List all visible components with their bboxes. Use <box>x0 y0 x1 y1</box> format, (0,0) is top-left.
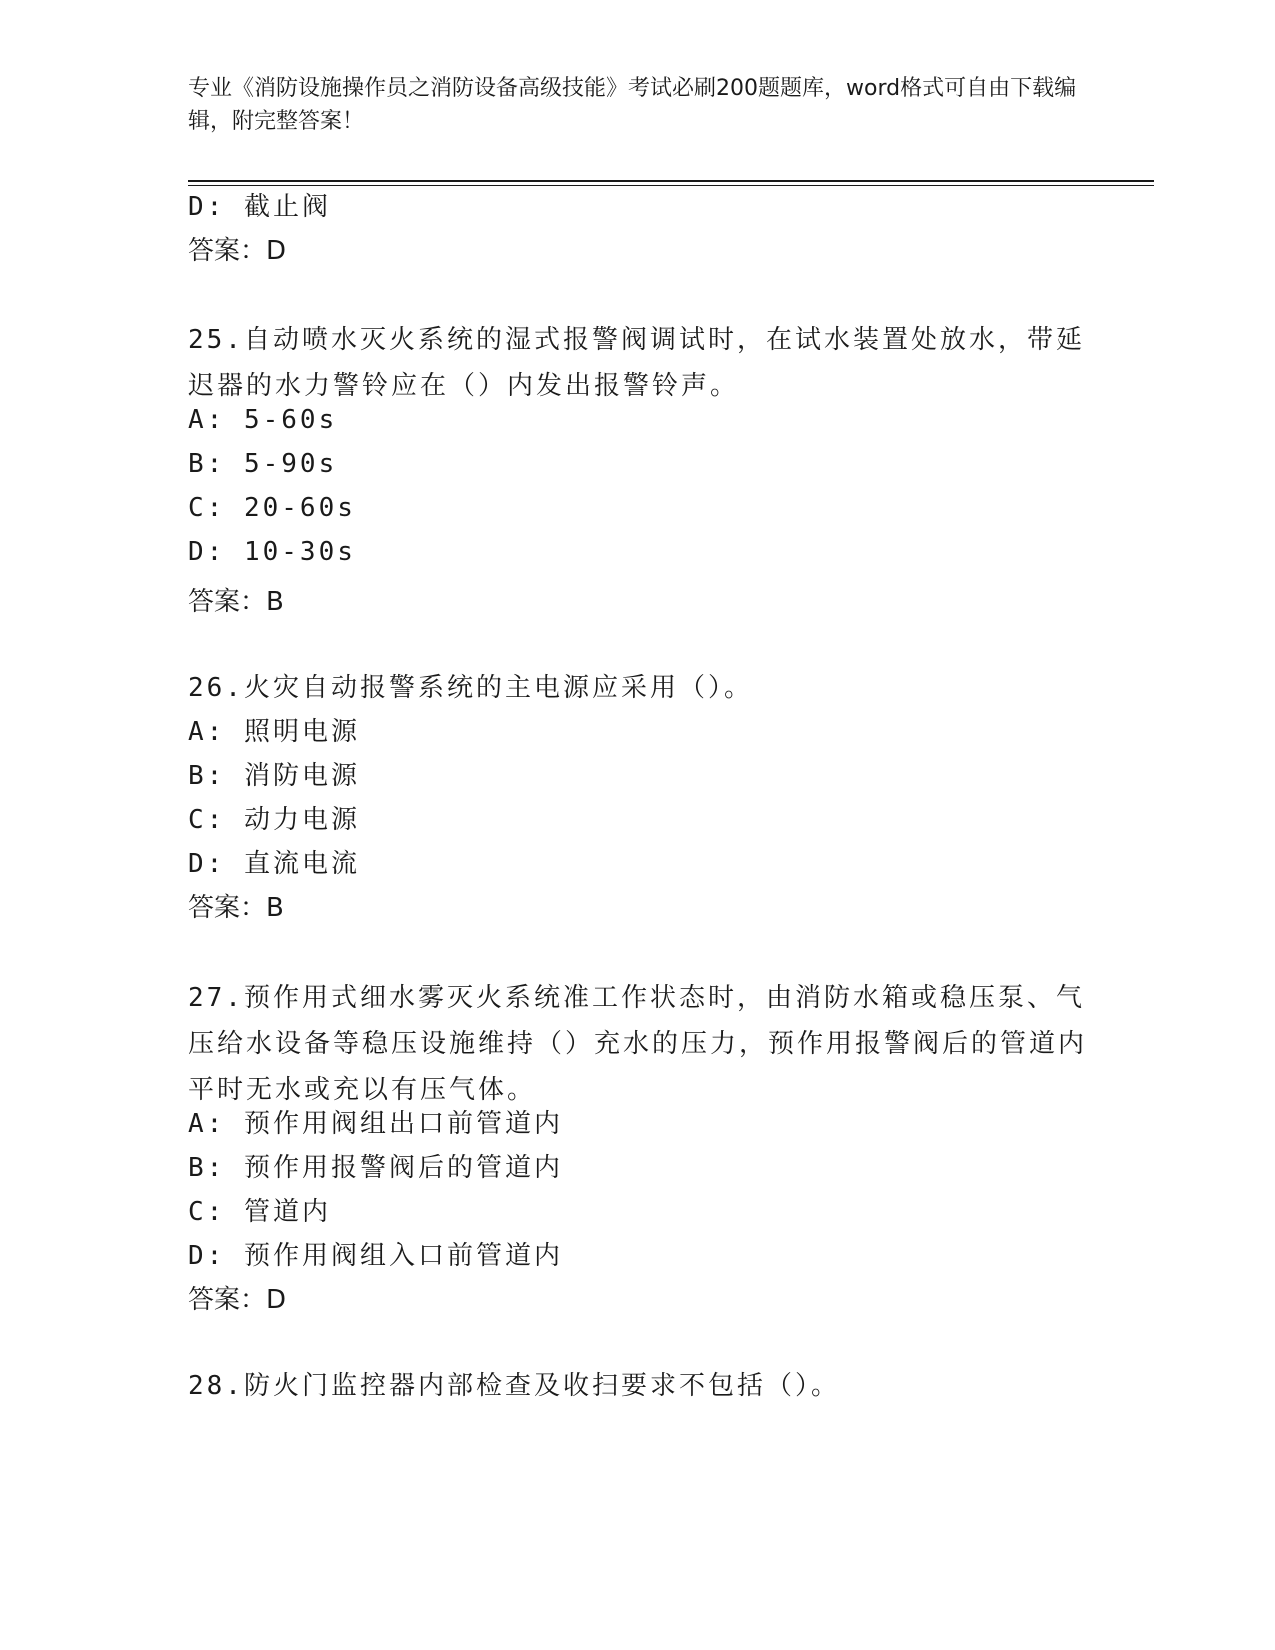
question-28-text: 28.防火门监控器内部检查及收扫要求不包括（）。 <box>188 1371 840 1401</box>
question-25-option-d: D: 10-30s <box>188 537 356 567</box>
question-25-option-a: A: 5-60s <box>188 405 338 435</box>
header-divider-thin <box>188 185 1154 186</box>
question-26-option-d: D: 直流电流 <box>188 849 360 879</box>
question-27-answer: 答案：D <box>188 1285 287 1315</box>
question-27-option-c: C: 管道内 <box>188 1197 331 1227</box>
question-25-option-c: C: 20-60s <box>188 493 356 523</box>
question-25-option-b: B: 5-90s <box>188 449 338 479</box>
question-26-option-b: B: 消防电源 <box>188 761 360 791</box>
question-25-answer: 答案：B <box>188 587 284 617</box>
question-27-option-b: B: 预作用报警阀后的管道内 <box>188 1153 563 1183</box>
prev-option-d: D: 截止阀 <box>188 192 331 222</box>
question-27-option-d: D: 预作用阀组入口前管道内 <box>188 1241 563 1271</box>
prev-answer: 答案：D <box>188 236 287 266</box>
question-26-option-a: A: 照明电源 <box>188 717 360 747</box>
question-27-option-a: A: 预作用阀组出口前管道内 <box>188 1109 563 1139</box>
header-divider <box>188 180 1154 182</box>
question-25-text: 25.自动喷水灭火系统的湿式报警阀调试时，在试水装置处放水，带延迟器的水力警铃应在（）内发出报警铃声。 <box>188 325 1085 401</box>
question-27-text: 27.预作用式细水雾灭火系统准工作状态时，由消防水箱或稳压泵、气压给水设备等稳压设施维持（）充水的压力，预作用报警阀后的管道内平时无水或充以有压气体。 <box>188 983 1088 1105</box>
question-26-text: 26.火灾自动报警系统的主电源应采用（）。 <box>188 673 753 703</box>
question-26-answer: 答案：B <box>188 893 284 923</box>
question-26-option-c: C: 动力电源 <box>188 805 360 835</box>
page-header: 专业《消防设施操作员之消防设备高级技能》考试必刷200题题库，word格式可自由下载编辑，附完整答案！ <box>188 76 1077 134</box>
